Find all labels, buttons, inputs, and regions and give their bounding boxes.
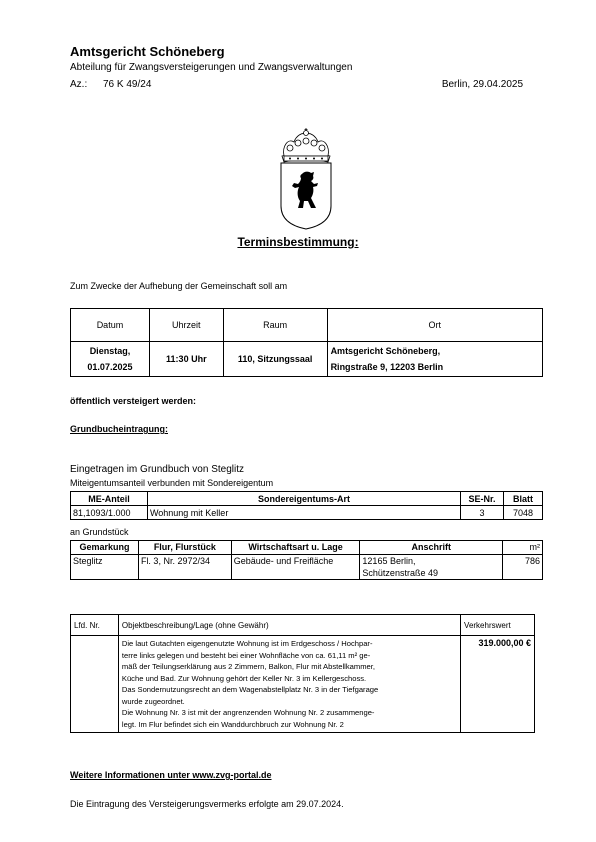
me-share: 81,1093/1.000 xyxy=(71,506,148,520)
address: 12165 Berlin, Schützenstraße 49 xyxy=(360,555,503,580)
lfd-nr xyxy=(71,636,119,733)
plot-table xyxy=(70,540,543,580)
header-address: Anschrift xyxy=(360,541,503,555)
co-ownership-line: Miteigentumsanteil verbunden mit Sondereigentum xyxy=(70,478,274,488)
header-se-nr: SE-Nr. xyxy=(461,492,504,506)
court-name: Amtsgericht Schöneberg xyxy=(70,44,225,59)
header-date: Datum xyxy=(71,309,150,342)
appointment-table xyxy=(70,308,543,377)
market-value: 319.000,00 € xyxy=(461,636,535,733)
land-register-line: Eingetragen im Grundbuch von Steglitz xyxy=(70,464,244,475)
se-nr: 3 xyxy=(461,506,504,520)
appointment-date: Dienstag, 01.07.2025 xyxy=(71,342,150,377)
object-table xyxy=(70,614,535,733)
gemarkung: Steglitz xyxy=(71,555,139,580)
flur: Fl. 3, Nr. 2972/34 xyxy=(138,555,231,580)
object-description: Die laut Gutachten eigengenutzte Wohnung ist im Erdgeschoss / Hochpar- terre links gelegen und besteht bei einer Wohnfläche von ca. 61,11 m² ge- mäß der Teilungserklärung aus 2 Zimmern, Balkon, Flur mit Abstellkammer, Küche und Bad. Zur Wohnung gehört der Keller Nr. 3 im Kellergeschoss. Das Sondernutzungsrecht an dem Wagenabstellplatz Nr. 3 in der Tiefgarage wurde zugeordnet. Die Wohnung Nr. 3 ist mit der angrenzenden Wohnung Nr. 2 zusammenge- legt. Im Flur befindet sich ein Wanddurchbruch zur Wohnung Nr. 2 xyxy=(118,636,460,733)
sheet: 7048 xyxy=(504,506,543,520)
berlin-coat-of-arms-icon xyxy=(276,128,336,230)
land-register-title: Grundbucheintragung: xyxy=(70,424,168,434)
header-flur: Flur, Flurstück xyxy=(138,541,231,555)
header-room: Raum xyxy=(223,309,327,342)
appointment-time: 11:30 Uhr xyxy=(149,342,223,377)
more-info-link[interactable]: Weitere Informationen unter www.zvg-portal.de xyxy=(70,770,272,780)
file-number: 76 K 49/24 xyxy=(103,79,152,90)
wirtschaftsart: Gebäude- und Freifläche xyxy=(231,555,360,580)
plot-label: an Grundstück xyxy=(70,527,129,537)
header-time: Uhrzeit xyxy=(149,309,223,342)
header-me-share: ME-Anteil xyxy=(71,492,148,506)
intro-text: Zum Zwecke der Aufhebung der Gemeinschaft soll am xyxy=(70,281,288,291)
header-description: Objektbeschreibung/Lage (ohne Gewähr) xyxy=(118,615,460,636)
header-place: Ort xyxy=(327,309,542,342)
se-type: Wohnung mit Keller xyxy=(147,506,460,520)
auction-text: öffentlich versteigert werden: xyxy=(70,396,197,406)
document-title: Terminsbestimmung: xyxy=(237,235,359,249)
area: 786 xyxy=(503,555,543,580)
header-value: Verkehrswert xyxy=(461,615,535,636)
header-gemarkung: Gemarkung xyxy=(71,541,139,555)
header-sheet: Blatt xyxy=(504,492,543,506)
place-date: Berlin, 29.04.2025 xyxy=(441,79,523,90)
header-lfd-nr: Lfd. Nr. xyxy=(71,615,119,636)
header-wirtschaftsart: Wirtschaftsart u. Lage xyxy=(231,541,360,555)
header-se-type: Sondereigentums-Art xyxy=(147,492,460,506)
footer-note: Die Eintragung des Versteigerungsvermerks erfolgte am 29.07.2024. xyxy=(70,799,344,809)
appointment-place: Amtsgericht Schöneberg, Ringstraße 9, 12203 Berlin xyxy=(327,342,542,377)
file-number-label: Az.: xyxy=(70,79,88,90)
department: Abteilung für Zwangsversteigerungen und Zwangsverwaltungen xyxy=(70,62,353,73)
header-area: m² xyxy=(503,541,543,555)
appointment-room: 110, Sitzungssaal xyxy=(223,342,327,377)
co-ownership-table xyxy=(70,491,543,520)
